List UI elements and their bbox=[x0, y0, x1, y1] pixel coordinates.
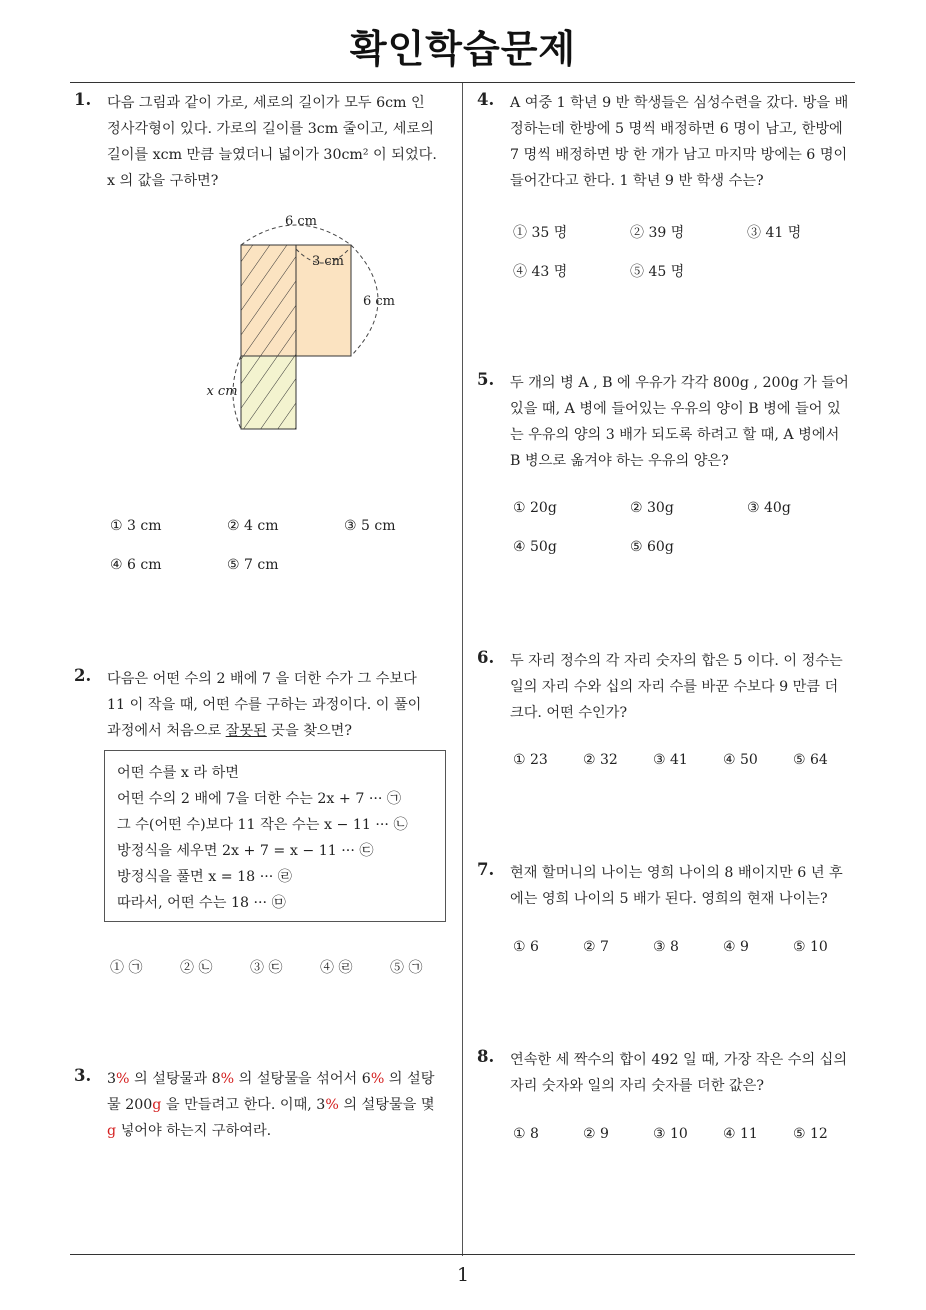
unit-gram: g bbox=[152, 1097, 162, 1113]
text-line: 는 우유의 양의 3 배가 되도록 하려고 할 때, A 병에서 bbox=[510, 427, 840, 443]
question-number: 3. bbox=[74, 1066, 92, 1085]
text-line: 연속한 세 짝수의 합이 492 일 때, 가장 작은 수의 십의 bbox=[510, 1052, 848, 1068]
text-line: 다음은 어떤 수의 2 배에 7 을 더한 수가 그 수보다 bbox=[107, 671, 417, 687]
text-line: 현재 할머니의 나이는 영희 나이의 8 배이지만 6 년 후 bbox=[510, 865, 843, 881]
text-line: 들어간다고 한다. 1 학년 9 반 학생 수는? bbox=[510, 173, 764, 189]
question-number: 2. bbox=[74, 666, 92, 685]
text-line: 정하는데 한방에 5 명씩 배정하면 6 명이 남고, 한방에 bbox=[510, 121, 843, 137]
page-number: 1 bbox=[456, 1264, 470, 1286]
unit-percent: % bbox=[325, 1097, 339, 1113]
choice-5[interactable]: ⑤ ㉠ bbox=[390, 960, 423, 976]
text-line bbox=[107, 1066, 489, 1092]
choice-4[interactable]: ④ 9 bbox=[723, 939, 749, 955]
text-line: 일의 자리 수와 십의 자리 수를 바꾼 수보다 9 만큼 더 bbox=[510, 679, 839, 695]
choice-3[interactable]: ③ 10 bbox=[653, 1126, 688, 1142]
text-fragment: 물 200 bbox=[107, 1097, 153, 1113]
text-line: 두 자리 정수의 각 자리 숫자의 합은 5 이다. 이 정수는 bbox=[510, 653, 843, 669]
choice-2[interactable]: ② 9 bbox=[583, 1126, 609, 1142]
question-text bbox=[510, 90, 860, 194]
question-number: 8. bbox=[477, 1047, 495, 1066]
choice-2[interactable]: ② 30g bbox=[630, 500, 674, 516]
question-number: 1. bbox=[74, 90, 92, 109]
question-text bbox=[510, 860, 860, 912]
choice-1[interactable]: ① 3 cm bbox=[110, 518, 162, 534]
choice-1[interactable]: ① 6 bbox=[513, 939, 539, 955]
choice-5[interactable]: ⑤ 64 bbox=[793, 752, 828, 768]
choice-5[interactable]: ⑤ 60g bbox=[630, 539, 674, 555]
box-line: 방정식을 세우면 2x + 7 = x − 11 ··· ㉢ bbox=[117, 843, 374, 859]
unit-percent: % bbox=[220, 1071, 235, 1087]
choice-2[interactable]: ② ㉡ bbox=[180, 960, 213, 976]
text-line: 11 이 작을 때, 어떤 수를 구하는 과정이다. 이 풀이 bbox=[107, 697, 422, 713]
choice-5[interactable]: ⑤ 12 bbox=[793, 1126, 828, 1142]
choice-2[interactable]: ② 7 bbox=[583, 939, 609, 955]
text-line bbox=[107, 1118, 489, 1144]
text-line: 에는 영희 나이의 5 배가 된다. 영희의 현재 나이는? bbox=[510, 891, 828, 907]
text-line: 있을 때, A 병에 들어있는 우유의 양이 B 병에 들어 있 bbox=[510, 401, 841, 417]
label-right: 6 cm bbox=[362, 294, 396, 309]
question-text bbox=[107, 90, 489, 194]
text-fragment: 과정에서 처음으로 bbox=[107, 723, 226, 739]
choice-4[interactable]: ④ 6 cm bbox=[110, 557, 162, 573]
choice-3[interactable]: ③ 41 명 bbox=[747, 225, 802, 241]
choice-5[interactable]: ⑤ 10 bbox=[793, 939, 828, 955]
choice-3[interactable]: ③ 41 bbox=[653, 752, 688, 768]
text-line: 두 개의 병 A , B 에 우유가 각각 800g , 200g 가 들어 bbox=[510, 375, 849, 391]
underlined-word: 잘못된 bbox=[225, 723, 267, 739]
text-fragment: 의 설탕물과 8 bbox=[129, 1071, 221, 1087]
text-line bbox=[107, 718, 489, 744]
choice-3[interactable]: ③ 8 bbox=[653, 939, 679, 955]
text-fragment: 의 설탕물을 섞어서 6 bbox=[234, 1071, 371, 1087]
text-fragment: 의 설탕 bbox=[384, 1071, 435, 1087]
choice-1[interactable]: ① 8 bbox=[513, 1126, 539, 1142]
box-line: 그 수(어떤 수)보다 11 작은 수는 x − 11 ··· ㉡ bbox=[117, 817, 408, 833]
text-line: x 의 값을 구하면? bbox=[107, 173, 219, 189]
choice-5[interactable]: ⑤ 45 명 bbox=[630, 264, 685, 280]
text-line: A 여중 1 학년 9 반 학생들은 심성수련을 갔다. 방을 배 bbox=[510, 95, 849, 111]
unit-percent: % bbox=[370, 1071, 385, 1087]
choice-3[interactable]: ③ ㉢ bbox=[250, 960, 283, 976]
text-line bbox=[107, 1092, 489, 1118]
text-fragment: 의 설탕물을 몇 bbox=[338, 1097, 435, 1113]
text-line: 크다. 어떤 수인가? bbox=[510, 705, 628, 721]
solution-box bbox=[104, 750, 446, 922]
box-line: 따라서, 어떤 수는 18 ··· ㉤ bbox=[117, 895, 286, 911]
label-left: x cm bbox=[206, 384, 238, 399]
label-top: 6 cm bbox=[284, 214, 318, 229]
text-fragment: 3 bbox=[107, 1071, 117, 1087]
question-number: 5. bbox=[477, 370, 495, 389]
bottom-rule bbox=[70, 1254, 855, 1255]
choice-3[interactable]: ③ 5 cm bbox=[344, 518, 396, 534]
choice-4[interactable]: ④ 50 bbox=[723, 752, 758, 768]
question-number: 4. bbox=[477, 90, 495, 109]
question-text bbox=[510, 648, 860, 726]
text-fragment: 넣어야 하는지 구하여라. bbox=[116, 1123, 272, 1139]
page-title: 확인학습문제 bbox=[349, 27, 577, 71]
box-line: 어떤 수를 x 라 하면 bbox=[117, 765, 239, 781]
text-line: 자리 숫자와 일의 자리 숫자를 더한 값은? bbox=[510, 1078, 764, 1094]
question-text bbox=[510, 1047, 860, 1099]
question-text bbox=[107, 666, 489, 744]
choice-1[interactable]: ① 23 bbox=[513, 752, 548, 768]
text-fragment: 을 만들려고 한다. 이때, 3 bbox=[161, 1097, 326, 1113]
choice-4[interactable]: ④ 43 명 bbox=[513, 264, 568, 280]
text-line: 정사각형이 있다. 가로의 길이를 3cm 줄이고, 세로의 bbox=[107, 121, 434, 137]
text-fragment: 곳을 찾으면? bbox=[266, 723, 352, 739]
choice-2[interactable]: ② 32 bbox=[583, 752, 618, 768]
choice-2[interactable]: ② 4 cm bbox=[227, 518, 279, 534]
choice-2[interactable]: ② 39 명 bbox=[630, 225, 685, 241]
choice-4[interactable]: ④ 11 bbox=[723, 1126, 758, 1142]
choice-1[interactable]: ① 35 명 bbox=[513, 225, 568, 241]
question-number: 6. bbox=[477, 648, 495, 667]
box-line: 방정식을 풀면 x = 18 ··· ㉣ bbox=[117, 869, 292, 885]
question-number: 7. bbox=[477, 860, 495, 879]
box-line: 어떤 수의 2 배에 7을 더한 수는 2x + 7 ··· ㉠ bbox=[117, 791, 402, 807]
text-line: B 병으로 옮겨야 하는 우유의 양은? bbox=[510, 453, 729, 469]
unit-gram: g bbox=[107, 1123, 117, 1139]
choice-1[interactable]: ① 20g bbox=[513, 500, 557, 516]
choice-4[interactable]: ④ 50g bbox=[513, 539, 557, 555]
text-line: 7 명씩 배정하면 방 한 개가 남고 마지막 방에는 6 명이 bbox=[510, 147, 848, 163]
text-line: 다음 그림과 같이 가로, 세로의 길이가 모두 6cm 인 bbox=[107, 95, 425, 111]
choice-4[interactable]: ④ ㉣ bbox=[320, 960, 353, 976]
question-text bbox=[510, 370, 860, 474]
question-text bbox=[107, 1066, 489, 1144]
label-inner: 3 cm bbox=[311, 254, 345, 269]
unit-percent: % bbox=[116, 1071, 130, 1087]
q1-figure bbox=[195, 205, 405, 440]
hatched-region bbox=[241, 245, 296, 429]
text-line: 길이를 xcm 만큼 늘였더니 넓이가 30cm² 이 되었다. bbox=[107, 147, 437, 163]
choice-1[interactable]: ① ㉠ bbox=[110, 960, 143, 976]
choice-5[interactable]: ⑤ 7 cm bbox=[227, 557, 279, 573]
choice-3[interactable]: ③ 40g bbox=[747, 500, 791, 516]
